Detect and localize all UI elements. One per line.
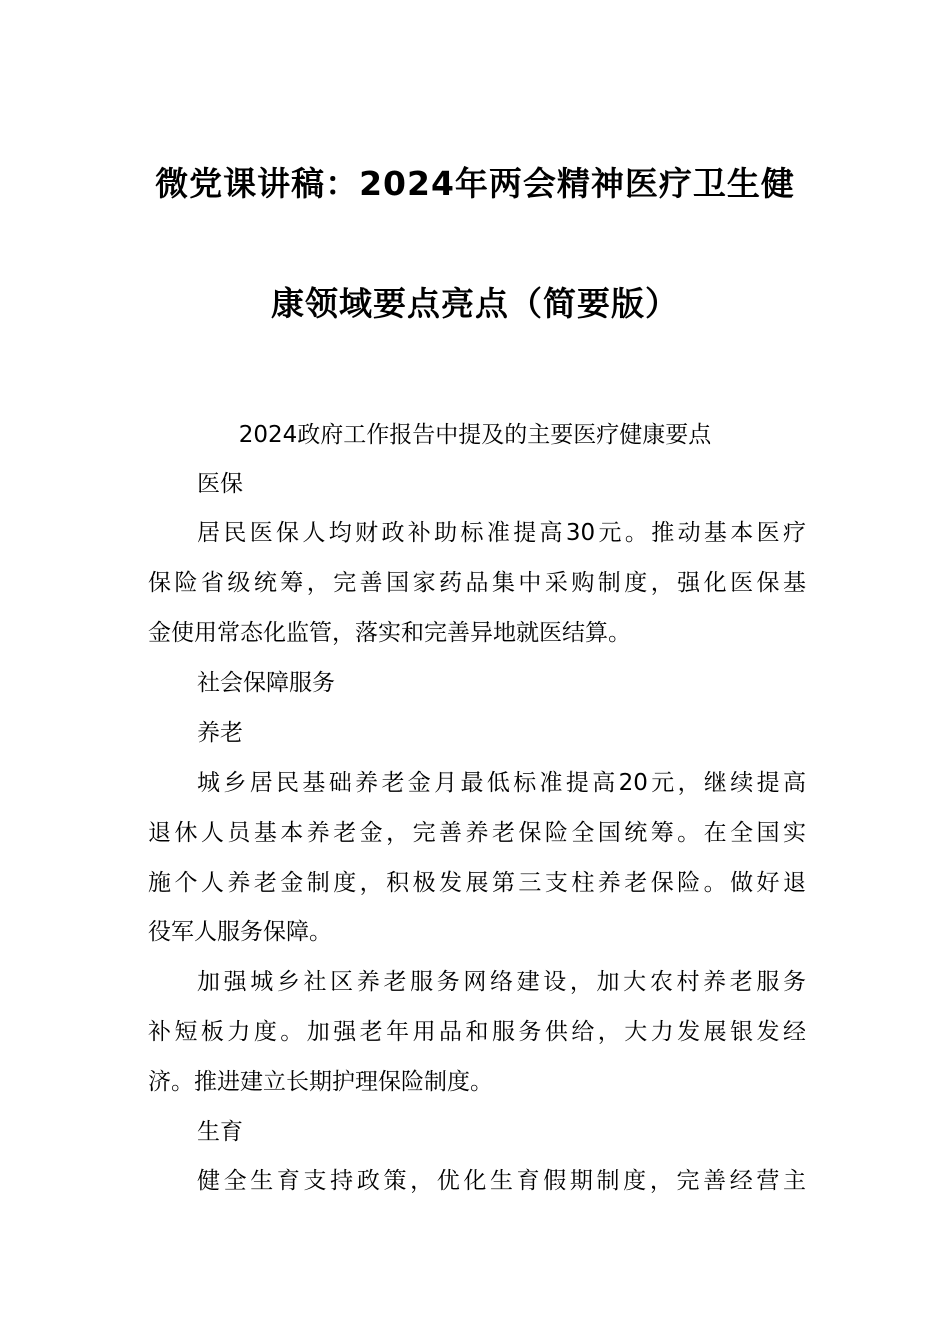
heading-yibao: 医保 bbox=[197, 471, 243, 497]
title-line-2: 康领域要点亮点（简要版） bbox=[271, 284, 679, 323]
paragraph-line: 城乡居民基础养老金月最低标准提高20元，继续提高 bbox=[197, 770, 806, 796]
paragraph-line: 金使用常态化监管，落实和完善异地就医结算。 bbox=[148, 620, 631, 646]
paragraph-line: 健全生育支持政策，优化生育假期制度，完善经营主 bbox=[197, 1168, 806, 1194]
heading-shengyu: 生育 bbox=[197, 1119, 243, 1145]
paragraph-line: 补短板力度。加强老年用品和服务供给，大力发展银发经 bbox=[148, 1019, 806, 1045]
heading-shehui: 社会保障服务 bbox=[197, 670, 335, 696]
paragraph-line: 役军人服务保障。 bbox=[148, 919, 332, 945]
heading-yanglao: 养老 bbox=[197, 720, 243, 746]
paragraph-line: 加强城乡社区养老服务网络建设，加大农村养老服务 bbox=[197, 969, 806, 995]
subtitle: 2024政府工作报告中提及的主要医疗健康要点 bbox=[238, 422, 712, 448]
paragraph-line: 保险省级统筹，完善国家药品集中采购制度，强化医保基 bbox=[148, 570, 806, 596]
title-line-1: 微党课讲稿：2024年两会精神医疗卫生健 bbox=[155, 164, 795, 203]
paragraph-line: 退休人员基本养老金，完善养老保险全国统筹。在全国实 bbox=[148, 820, 806, 846]
paragraph-line: 居民医保人均财政补助标准提高30元。推动基本医疗 bbox=[197, 520, 806, 546]
paragraph-line: 施个人养老金制度，积极发展第三支柱养老保险。做好退 bbox=[148, 870, 806, 896]
paragraph-line: 济。推进建立长期护理保险制度。 bbox=[148, 1069, 493, 1095]
